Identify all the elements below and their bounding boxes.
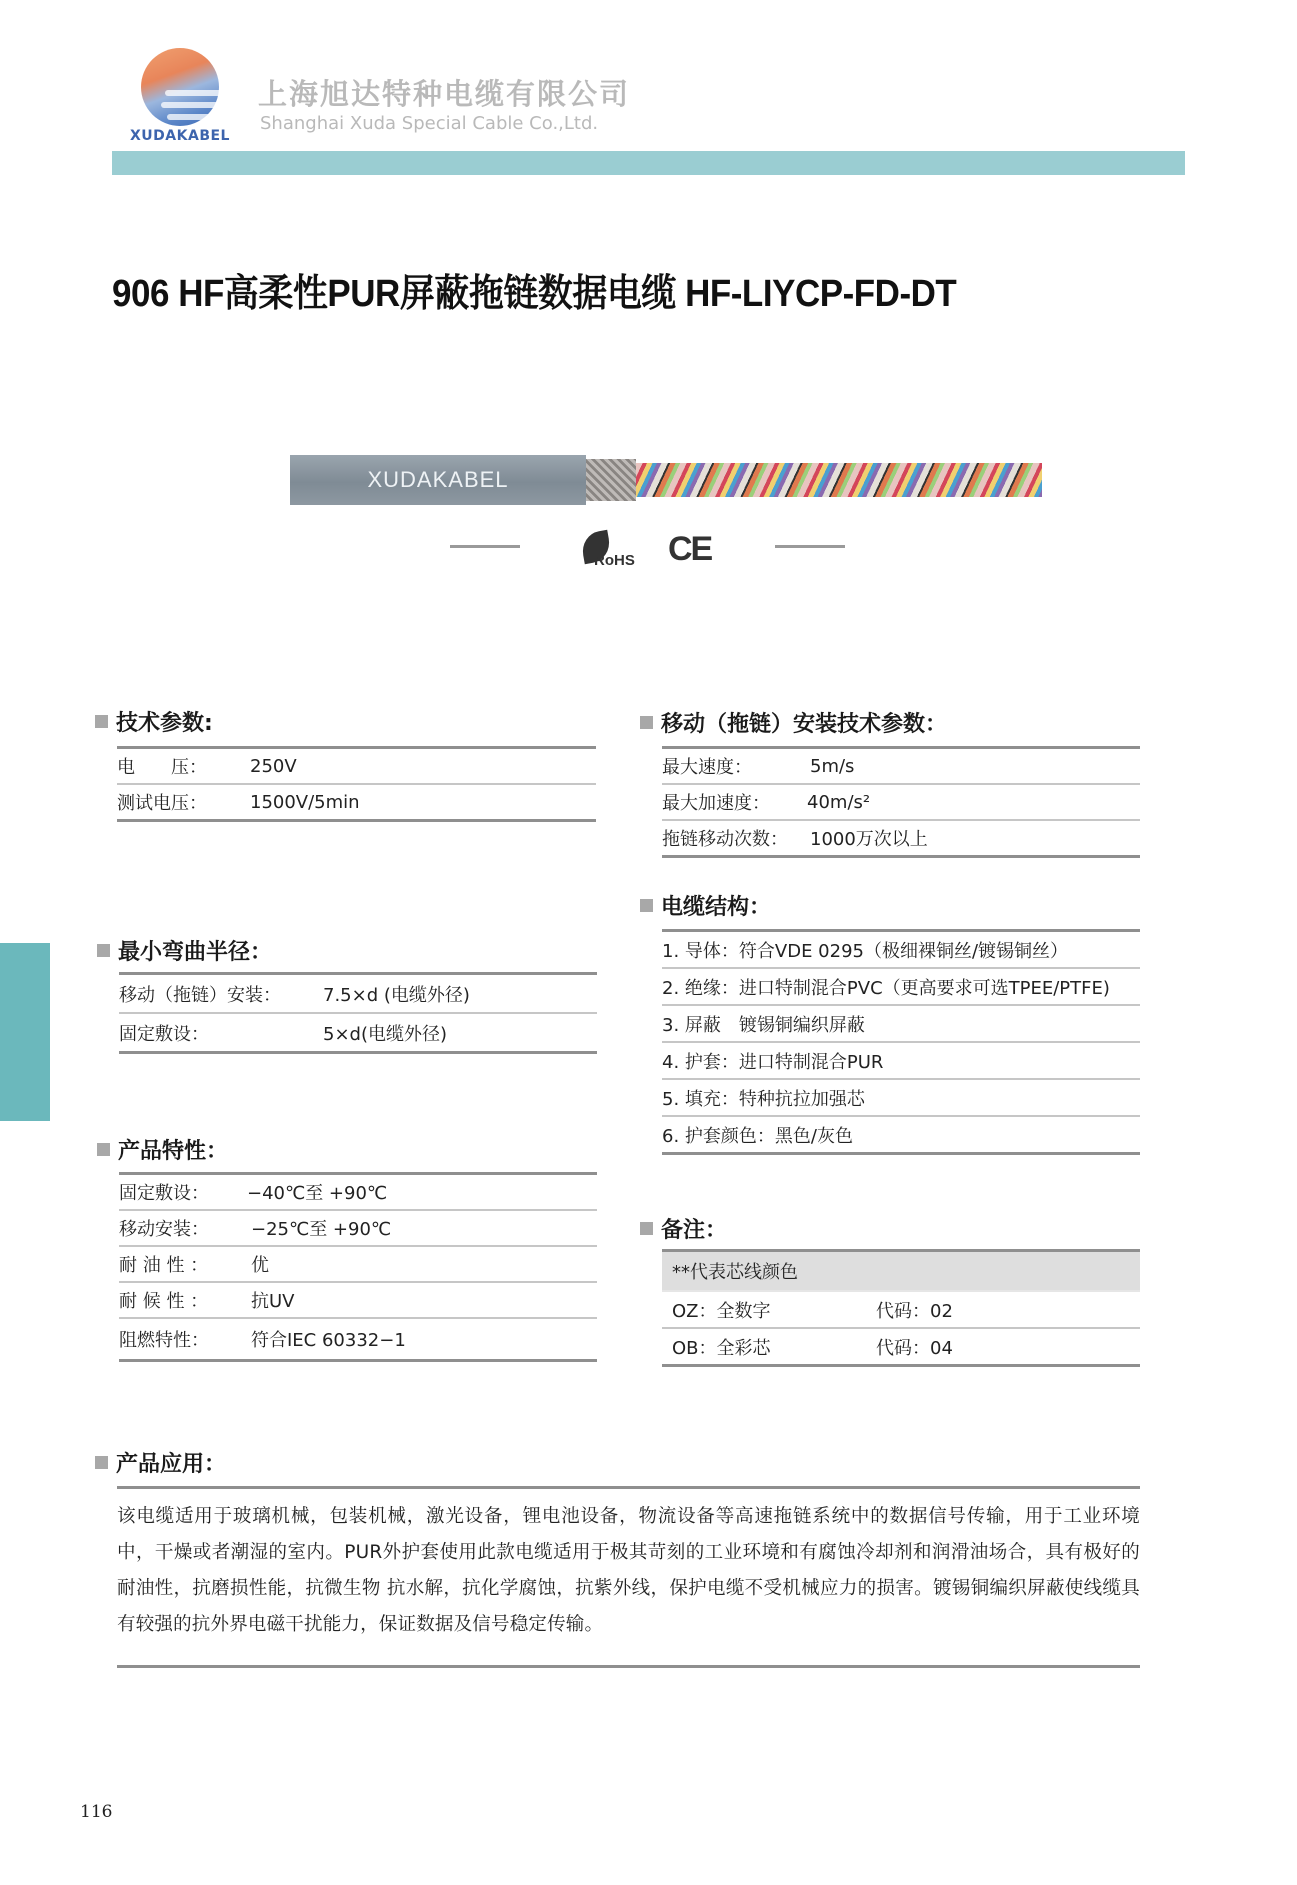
list-item: 2. 绝缘：进口特制混合PVC（更高要求可选TPEE/PTFE) (662, 977, 1110, 999)
table-row: 电 压： 250V (117, 755, 297, 778)
divider (117, 1665, 1140, 1668)
cable-cores (636, 463, 1042, 497)
list-item: 3. 屏蔽 镀锡铜编织屏蔽 (662, 1014, 865, 1036)
bullet-square-icon (640, 899, 653, 912)
tech-params-table (117, 746, 596, 822)
table-row: 固定敷设： −40℃至 +90℃ (119, 1183, 388, 1204)
bullet-square-icon (640, 716, 653, 729)
header-band (112, 151, 1185, 175)
cable-jacket: XUDAKABEL (290, 455, 586, 505)
cable-braid-shield (586, 459, 636, 501)
application-paragraph: 该电缆适用于玻璃机械，包装机械，激光设备，锂电池设备，物流设备等高速拖链系统中的数据信号传输，用于工业环境中，干燥或者潮湿的室内。PUR外护套使用此款电缆适用于极其苛刻的工业环境和有腐蚀冷却剂和润滑油场合，具有极好的耐油性，抗磨损性能，抗微生物 抗水解，抗化学腐蚀，抗紫外线，保护电缆不受机械应力的损害。镀锡铜编织屏蔽使线缆具有较强的抗外界电磁干扰能力，保证数据及信号稳定传输。 (117, 1506, 1140, 1635)
side-tab (0, 943, 50, 1121)
logo-wordmark: XUDAKABEL (130, 128, 230, 144)
page-title: 906 HF高柔性PUR屏蔽拖链数据电缆 HF-LIYCP-FD-DT (112, 273, 957, 315)
section-heading-bend-radius: 最小弯曲半径： (97, 935, 272, 966)
product-features-table (119, 1172, 597, 1362)
table-row: 移动安装： −25℃至 +90℃ (119, 1219, 392, 1240)
table-row: 最大速度： 5m/s (662, 755, 855, 778)
bullet-square-icon (97, 944, 110, 957)
divider (775, 545, 845, 548)
bend-radius-table (119, 972, 597, 1054)
bullet-square-icon (97, 1143, 110, 1156)
company-logo (125, 48, 235, 148)
table-row: 耐 候 性 ： 抗UV (119, 1291, 295, 1312)
page-number: 116 (80, 1802, 113, 1822)
bullet-square-icon (640, 1222, 653, 1235)
table-row: 最大加速度： 40m/s² (662, 791, 871, 814)
company-name-en: Shanghai Xuda Special Cable Co.,Ltd. (260, 113, 599, 134)
table-row: 阻燃特性： 符合IEC 60332−1 (119, 1330, 406, 1351)
list-item: 4. 护套：进口特制混合PUR (662, 1051, 884, 1073)
table-row: 耐 油 性 ： 优 (119, 1255, 269, 1276)
section-heading-product-features: 产品特性： (97, 1134, 228, 1165)
section-heading-tech-params: 技术参数: (95, 706, 213, 737)
company-name-cn: 上海旭达特种电缆有限公司 (258, 77, 631, 111)
ce-mark-icon: CE (668, 530, 712, 568)
table-row: 测试电压： 1500V/5min (117, 791, 360, 814)
section-heading-cable-structure: 电缆结构： (640, 890, 771, 921)
table-row: 拖链移动次数： 1000万次以上 (662, 829, 928, 850)
cable-structure-list (662, 929, 1140, 1155)
divider (117, 1486, 1140, 1489)
globe-logo-icon (141, 48, 219, 126)
table-row: OB：全彩芯 代码：04 (672, 1337, 953, 1359)
list-item: 5. 填充：特种抗拉加强芯 (662, 1088, 865, 1110)
motion-params-table (662, 746, 1140, 858)
table-row: OZ：全数字 代码：02 (672, 1300, 953, 1322)
divider (450, 545, 520, 548)
section-heading-application: 产品应用： (95, 1447, 226, 1478)
rohs-logo: RoHS (582, 532, 644, 572)
bullet-square-icon (95, 1456, 108, 1469)
cable-image (290, 455, 1042, 505)
bullet-square-icon (95, 715, 108, 728)
section-heading-motion-params: 移动（拖链）安装技术参数： (640, 707, 947, 738)
section-heading-notes: 备注： (640, 1213, 727, 1244)
table-row: 移动（拖链）安装： 7.5×d (电缆外径) (119, 984, 470, 1006)
notes-table (662, 1249, 1140, 1367)
list-item: 1. 导体：符合VDE 0295（极细裸铜丝/镀锡铜丝） (662, 940, 1069, 962)
list-item: 6. 护套颜色：黑色/灰色 (662, 1125, 853, 1147)
notes-subheader: **代表芯线颜色 (662, 1252, 1140, 1290)
table-row: 固定敷设： 5×d(电缆外径) (119, 1023, 448, 1045)
